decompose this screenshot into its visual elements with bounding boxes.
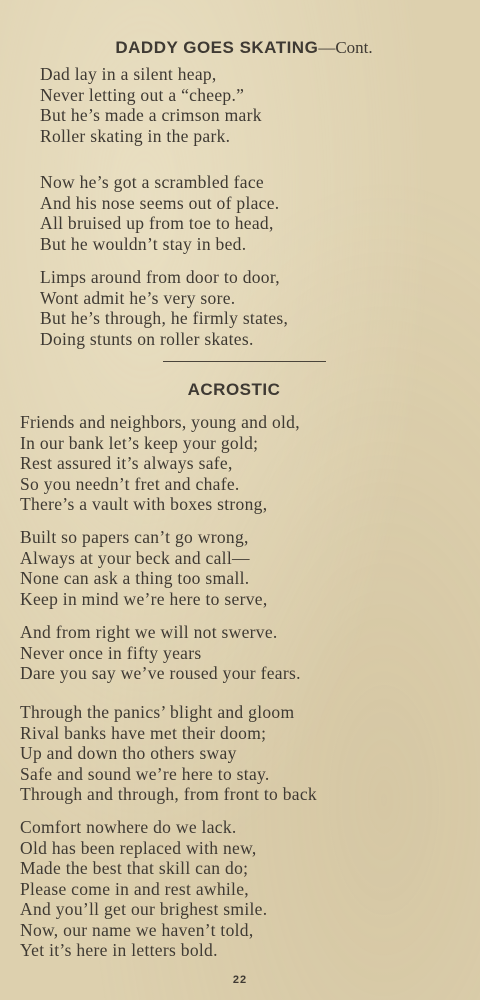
poem-line: Please come in and rest awhile, (20, 878, 249, 899)
poem-line: But he’s through, he firmly states, (40, 308, 289, 328)
poem-line: Yet it’s here in letters bold. (20, 940, 218, 960)
poem-line: Up and down tho others sway (20, 743, 237, 763)
poem-line: And his nose seems out of place. (40, 192, 280, 213)
page-number: 22 (232, 974, 248, 986)
poem-line: Friends and neighbors, young and old, (20, 412, 300, 432)
poem-line: Roller skating in the park. (40, 125, 231, 146)
poem-stanza (20, 527, 268, 609)
poem-stanza (40, 64, 262, 146)
poem-stanza (40, 267, 288, 349)
poem-line: Made the best that skill can do; (20, 858, 249, 878)
poem-line: Keep in mind we’re here to serve, (20, 588, 268, 609)
poem-line: Rest assured it’s always safe, (20, 453, 233, 473)
poem-line: Now, our name we haven’t told, (20, 919, 254, 940)
section-divider (163, 361, 326, 362)
poem-line: Old has been replaced with new, (20, 837, 257, 858)
poem-line: Never letting out a “cheep.” (40, 84, 245, 105)
poem-title-continued: —Cont. (318, 38, 373, 57)
poem-line: In our bank let’s keep your gold; (20, 432, 259, 453)
poem-stanza (20, 702, 317, 805)
poem-line: Comfort nowhere do we lack. (20, 817, 237, 837)
poem-stanza (20, 412, 300, 515)
poem-line: Now he’s got a scrambled face (40, 172, 264, 192)
poem-line: But he wouldn’t stay in bed. (40, 233, 247, 254)
poem-line: Through the panics’ blight and gloom (20, 702, 295, 722)
poem-line: Rival banks have met their doom; (20, 722, 267, 743)
poem-line: Dare you say we’ve roused your fears. (20, 663, 301, 683)
poem-line: And from right we will not swerve. (20, 622, 278, 642)
poem-line: Dad lay in a silent heap, (40, 64, 217, 84)
poem-line: There’s a vault with boxes strong, (20, 494, 268, 514)
poem-line: Doing stunts on roller skates. (40, 328, 254, 349)
poem-title-main: DADDY GOES SKATING (115, 38, 319, 57)
poem-line: None can ask a thing too small. (20, 568, 250, 588)
poem-line: Always at your beck and call— (20, 547, 250, 568)
poem-stanza (40, 172, 279, 254)
poem-stanza (20, 817, 267, 961)
poem-title-acrostic: ACROSTIC (187, 380, 281, 399)
poem-title-daddy-goes-skating (4, 38, 480, 58)
poem-line: Safe and sound we’re here to stay. (20, 763, 270, 784)
poem-line: And you’ll get our brighest smile. (20, 899, 268, 919)
poem-line: So you needn’t fret and chafe. (20, 473, 240, 494)
poem-line: But he’s made a crimson mark (40, 105, 262, 125)
poem-stanza (20, 622, 301, 684)
poem-line: Built so papers can’t go wrong, (20, 527, 249, 547)
poem-line: Limps around from door to door, (40, 267, 280, 287)
poem-line: Never once in fifty years (20, 642, 202, 663)
poem-line: All bruised up from toe to head, (40, 213, 274, 233)
poem-line: Through and through, from front to back (20, 784, 317, 804)
poem-line: Wont admit he’s very sore. (40, 287, 236, 308)
